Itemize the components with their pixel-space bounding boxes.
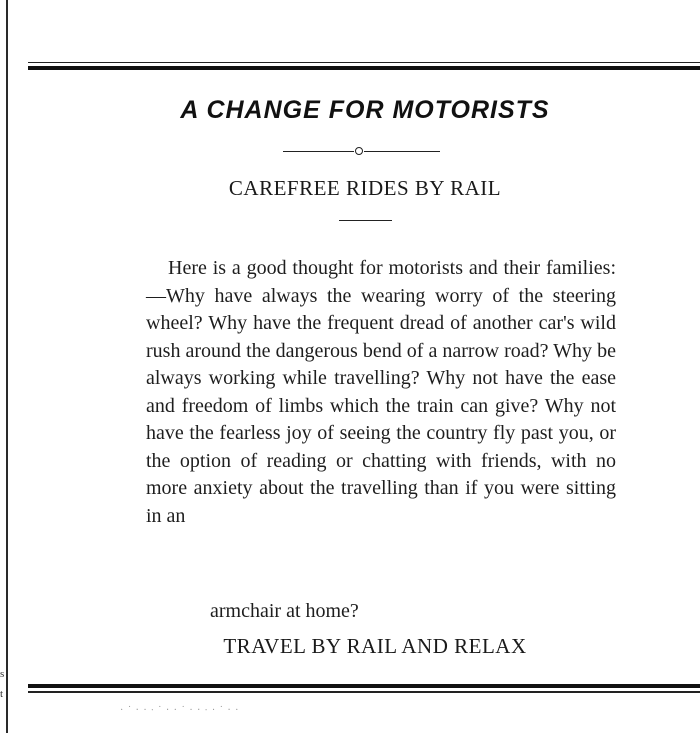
bottom-border-rule — [28, 684, 700, 693]
headline-ornament — [283, 146, 440, 158]
top-border-rule — [28, 62, 700, 70]
margin-fragment: t — [0, 688, 4, 700]
article-subheadline: CAREFREE RIDES BY RAIL — [228, 176, 502, 200]
section-divider — [339, 220, 392, 221]
print-specks: · ˙ ‧ · ∙ ˙ ‧ · ˙ · ‧ ∙ · ˙ ‧ · — [120, 705, 240, 716]
article-tagline: TRAVEL BY RAIL AND RELAX — [223, 634, 527, 658]
margin-fragment: s — [0, 668, 5, 680]
article-headline: A CHANGE FOR MOTORISTS — [180, 96, 550, 124]
article-body: Here is a good thought for motorists and their families:—Why have always the wearing worry of the steering wheel? Why have the frequent dread of another car's wild rush around the dangerous bend of a narrow road? Why be always working while travelling? Why not have the ease and freedom of limbs which the train can give? Why not have the fearless joy of seeing the country fly past you, or the option of reading or chatting with friends, with no more anxiety about the travelling than if you were sitting in an — [146, 257, 616, 527]
article-body-end: armchair at home? — [210, 600, 359, 622]
